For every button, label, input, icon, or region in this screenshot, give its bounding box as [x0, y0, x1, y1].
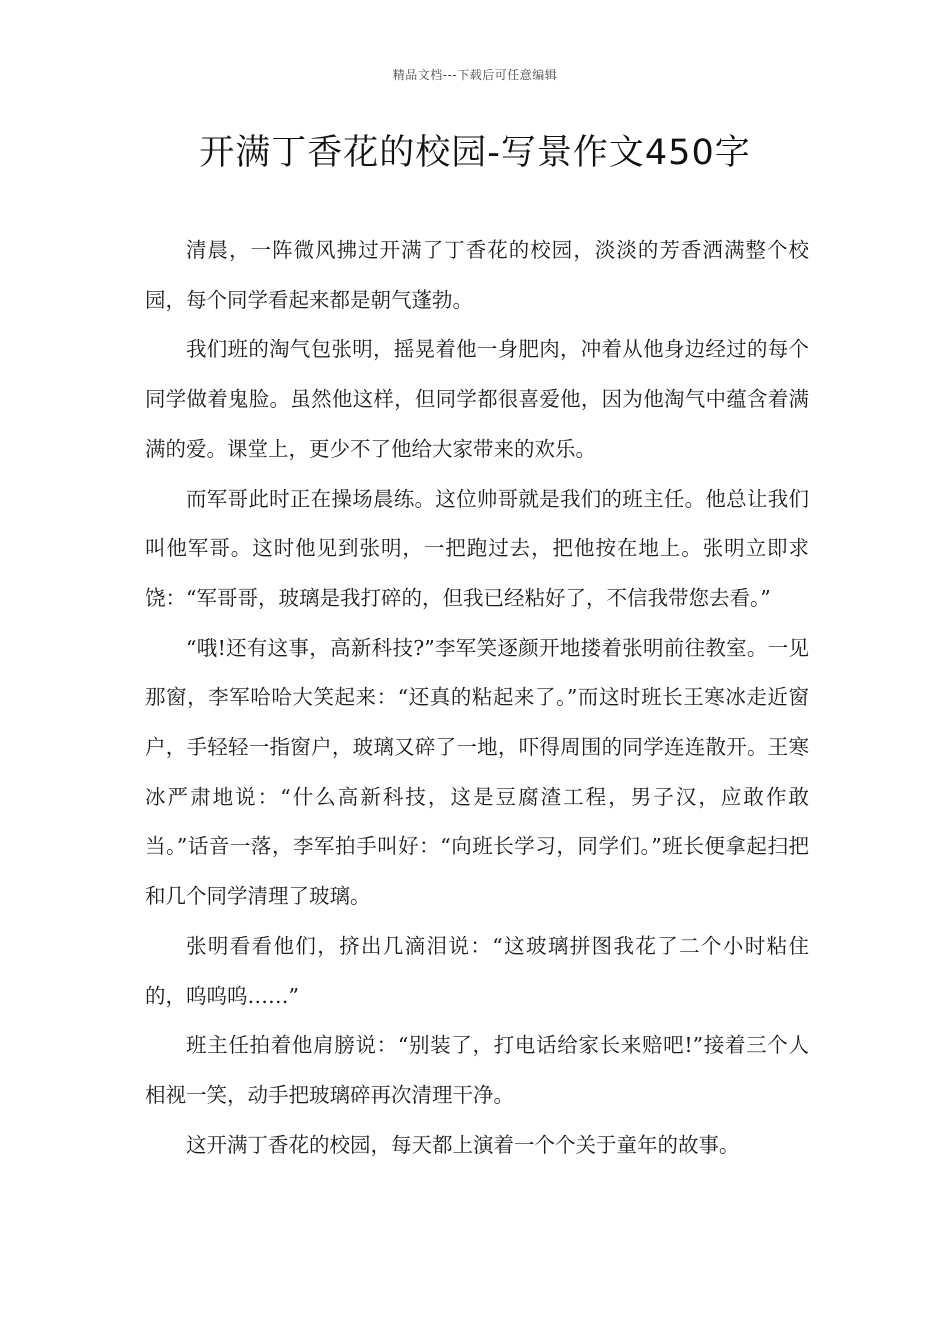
paragraph: 张明看看他们，挤出几滴泪说：“这玻璃拼图我花了二个小时粘住的，呜呜呜……”	[145, 933, 809, 1008]
page-header: 精品文档---下载后可任意编辑	[392, 68, 558, 82]
paragraph: 我们班的淘气包张明，摇晃着他一身肥肉，冲着从他身边经过的每个同学做着鬼脸。虽然他这样，但同学都很喜爱他，因为他淘气中蕴含着满满的爱。课堂上，更少不了他给大家带来的欢乐。	[145, 337, 809, 461]
paragraph: 这开满丁香花的校园，每天都上演着一个个关于童年的故事。	[186, 1132, 740, 1157]
paragraph: 班主任拍着他肩膀说：“别装了，打电话给家长来赔吧!”接着三个人相视一笑，动手把玻璃碎再次清理干净。	[145, 1033, 809, 1107]
page-title: 开满丁香花的校园-写景作文450字	[199, 133, 751, 173]
article-body	[145, 226, 809, 1170]
paragraph: 清晨，一阵微风拂过开满了丁香花的校园，淡淡的芳香洒满整个校园，每个同学看起来都是朝气蓬勃。	[145, 238, 809, 312]
paragraph: 而军哥此时正在操场晨练。这位帅哥就是我们的班主任。他总让我们叫他军哥。这时他见到张明，一把跑过去，把他按在地上。张明立即求饶：“军哥哥，玻璃是我打碎的，但我已经粘好了，不信我带您去看。”	[145, 486, 809, 610]
paragraph: “哦!还有这事，高新科技?”李军笑逐颜开地搂着张明前往教室。一见那窗，李军哈哈大笑起来：“还真的粘起来了。”而这时班长王寒冰走近窗户，手轻轻一指窗户，玻璃又碎了一地，吓得周围的同学连连散开。王寒冰严肃地说：“什么高新科技，这是豆腐渣工程，男子汉，应敢作敢当。”话音一落，李军拍手叫好：“向班长学习，同学们。”班长便拿起扫把和几个同学清理了玻璃。	[145, 635, 809, 909]
